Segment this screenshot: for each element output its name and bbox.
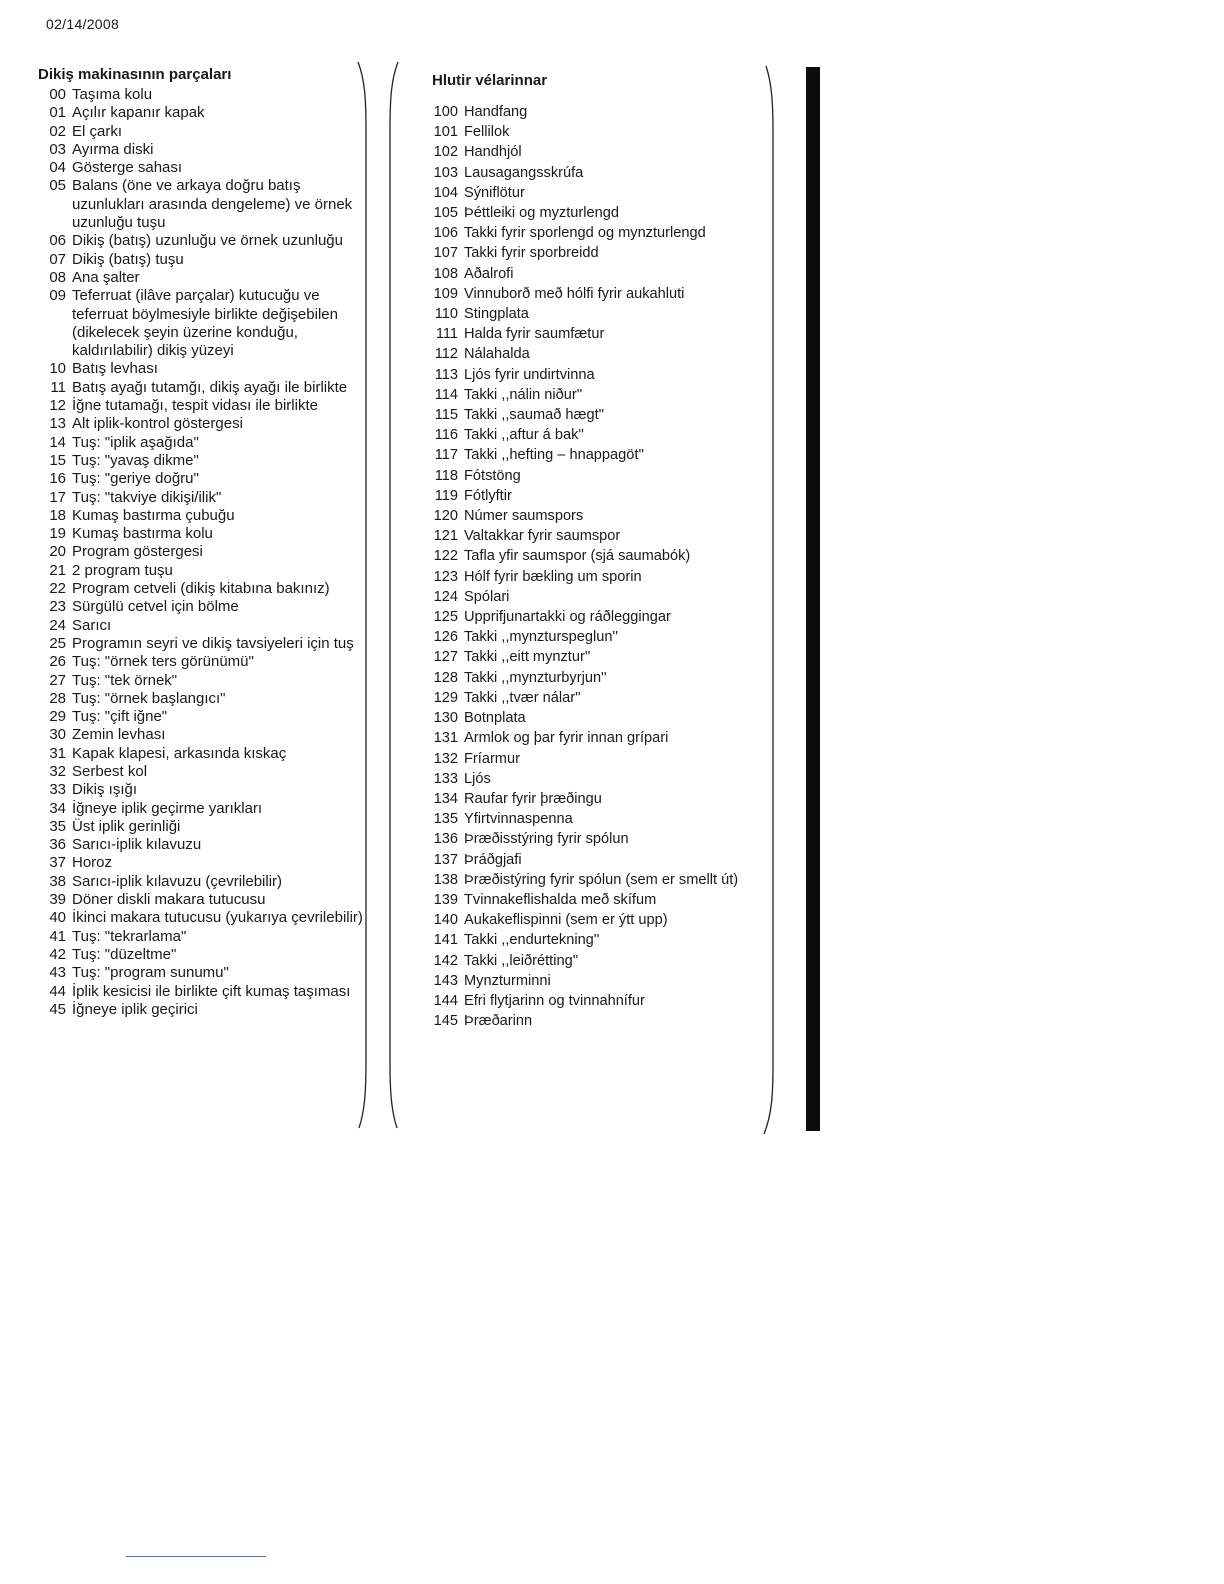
list-item	[38, 763, 368, 781]
list-item	[38, 543, 368, 561]
item-number: 144	[433, 992, 458, 1009]
right-column-border	[760, 64, 776, 1136]
item-label: Armlok og þar fyrir innan grípari	[464, 730, 669, 747]
item-label: Takki ,,nálin niður''	[464, 386, 583, 403]
list-item	[38, 1001, 368, 1019]
icelandic-heading: Hlutir vélarinnar	[432, 72, 548, 89]
list-item	[418, 870, 768, 890]
list-item	[38, 946, 368, 964]
item-number: 12	[49, 397, 66, 415]
item-label: Kumaş bastırma çubuğu	[72, 506, 235, 524]
item-label: Serbest kol	[72, 762, 148, 780]
item-label: Upprifjunartakki og ráðleggingar	[464, 609, 671, 626]
item-number: 116	[434, 427, 458, 444]
item-label: Taşıma kolu	[72, 86, 153, 103]
list-item	[38, 415, 368, 433]
list-item	[418, 951, 768, 971]
list-item	[38, 269, 368, 287]
item-number: 11	[50, 378, 66, 396]
item-label: Horoz	[72, 854, 113, 872]
item-number: 45	[49, 1000, 66, 1018]
list-item	[418, 486, 768, 506]
list-item	[38, 672, 368, 690]
item-number: 118	[434, 467, 458, 484]
item-label: Üst iplik gerinliği	[72, 817, 181, 835]
item-number: 110	[434, 306, 458, 323]
item-number: 132	[433, 750, 458, 767]
item-label: Þræðisstýring fyrir spólun	[464, 831, 629, 848]
item-label: Ayırma diski	[72, 140, 154, 158]
item-label: Takki ,,hefting – hnappagöt''	[464, 447, 645, 464]
turkish-heading: Dikiş makinasının parçaları	[38, 66, 232, 83]
item-number: 10	[49, 360, 66, 378]
item-label: Sarıcı-iplik kılavuzu	[72, 836, 202, 854]
item-number: 112	[434, 346, 458, 363]
item-label: Alt iplik-kontrol göstergesi	[72, 415, 243, 433]
item-number: 00	[49, 86, 66, 103]
list-item	[418, 102, 768, 122]
item-label: İkinci makara tutucusu (yukarıya çevrilebilir)	[72, 909, 363, 927]
item-label: Tvinnakeflishalda með skífum	[464, 891, 657, 908]
item-number: 19	[49, 525, 66, 543]
item-label: Fótstöng	[464, 467, 521, 484]
item-label: Programın seyri ve dikiş tavsiyeleri için tuş	[72, 634, 354, 652]
list-item	[38, 854, 368, 872]
item-number: 140	[433, 912, 458, 929]
item-number: 02	[49, 122, 66, 140]
list-item	[38, 781, 368, 799]
item-number: 124	[433, 588, 458, 605]
item-number: 126	[433, 629, 458, 646]
list-item	[38, 434, 368, 452]
list-item	[38, 507, 368, 525]
item-label: Batış levhası	[72, 360, 158, 378]
item-number: 08	[49, 268, 66, 286]
list-item	[418, 142, 768, 162]
list-item	[418, 930, 768, 950]
item-label: Teferruat (ilâve parçalar) kutucuğu ve teferruat böylmesiyle birlikte değişebilen (dikelecek şeyin üzerine konduğu, kaldırılabilir) dikiş yüzeyi	[72, 287, 338, 360]
item-label: Balans (öne ve arkaya doğru batış uzunlukları arasında dengeleme) ve örnek uzunluğu tuşu	[72, 177, 353, 232]
list-item	[38, 123, 368, 141]
item-label: Takki ,,mynzturbyrjun''	[464, 669, 607, 686]
item-number: 20	[49, 543, 66, 561]
list-item	[418, 829, 768, 849]
list-item	[418, 385, 768, 405]
item-label: Tuş: "geriye doğru"	[72, 470, 199, 488]
item-label: Takki ,,saumað hægt''	[464, 407, 605, 424]
list-item	[418, 1011, 768, 1031]
list-item	[418, 324, 768, 344]
item-label: İğne tutamağı, tespit vidası ile birlikte	[72, 397, 318, 415]
item-number: 114	[434, 386, 458, 403]
list-item	[38, 836, 368, 854]
item-number: 128	[433, 669, 458, 686]
item-label: Yfirtvinnaspenna	[464, 811, 573, 828]
item-number: 100	[433, 104, 458, 120]
item-label: Tuş: "örnek başlangıcı"	[72, 689, 226, 707]
item-label: Ljós	[464, 770, 491, 787]
list-item	[418, 809, 768, 829]
footnote-rule	[126, 1556, 266, 1557]
list-item	[38, 397, 368, 415]
item-number: 107	[433, 245, 458, 262]
list-item	[418, 688, 768, 708]
item-label: Dikiş (batış) uzunluğu ve örnek uzunluğu	[72, 232, 343, 250]
item-number: 06	[49, 232, 66, 250]
item-label: Takki fyrir sporbreidd	[464, 245, 599, 262]
item-label: Halda fyrir saumfætur	[464, 326, 605, 343]
list-item	[38, 818, 368, 836]
item-number: 38	[49, 872, 66, 890]
item-number: 125	[433, 609, 458, 626]
item-label: İğneye iplik geçirici	[72, 1000, 198, 1018]
item-label: Aðalrofi	[464, 265, 514, 282]
list-item	[38, 891, 368, 909]
item-label: Program cetveli (dikiş kitabına bakınız)	[72, 580, 330, 598]
item-number: 27	[49, 671, 66, 689]
item-label: Mynzturminni	[464, 972, 551, 989]
item-number: 44	[49, 982, 66, 1000]
item-number: 36	[49, 836, 66, 854]
list-item	[418, 203, 768, 223]
item-number: 41	[49, 927, 66, 945]
list-item	[38, 983, 368, 1001]
item-number: 121	[433, 528, 458, 545]
item-label: Tuş: "çift iğne"	[72, 708, 168, 726]
page-date: 02/14/2008	[46, 16, 120, 32]
list-item	[38, 708, 368, 726]
item-label: Takki ,,endurtekning''	[464, 932, 600, 949]
item-number: 105	[433, 205, 458, 222]
item-label: Tuş: "düzeltme"	[72, 945, 177, 963]
item-label: Vinnuborð með hólfi fyrir aukahluti	[464, 285, 685, 302]
item-label: Botnplata	[464, 710, 526, 727]
item-number: 139	[433, 891, 458, 908]
list-item	[418, 587, 768, 607]
item-number: 24	[49, 616, 66, 634]
item-label: Tuş: "örnek ters görünümü"	[72, 653, 254, 671]
list-item	[418, 466, 768, 486]
item-number: 103	[433, 164, 458, 181]
item-label: Tuş: "yavaş dikme"	[72, 451, 199, 469]
icelandic-parts-list	[418, 72, 768, 1031]
item-number: 142	[433, 952, 458, 969]
list-item	[38, 379, 368, 397]
list-item	[38, 86, 368, 104]
item-number: 22	[49, 580, 66, 598]
item-label: Takki ,,leiðrétting''	[464, 952, 579, 969]
item-number: 138	[433, 871, 458, 888]
item-label: Takki ,,mynzturspeglun''	[464, 629, 619, 646]
item-label: Sýniflötur	[464, 184, 525, 201]
item-number: 17	[49, 488, 66, 506]
item-label: Zemin levhası	[72, 726, 166, 744]
item-label: Spólari	[464, 588, 510, 605]
item-label: Açılır kapanır kapak	[72, 104, 205, 122]
item-label: Fríarmur	[464, 750, 520, 767]
item-number: 130	[433, 710, 458, 727]
list-item	[418, 122, 768, 142]
item-label: Ljós fyrir undirtvinna	[464, 366, 595, 383]
item-number: 32	[49, 762, 66, 780]
item-number: 31	[49, 744, 66, 762]
item-label: Númer saumspors	[464, 508, 584, 525]
item-label: Nálahalda	[464, 346, 530, 363]
item-number: 26	[49, 653, 66, 671]
list-item	[38, 159, 368, 177]
item-number: 18	[49, 506, 66, 524]
list-item	[418, 264, 768, 284]
list-item	[38, 873, 368, 891]
list-item	[38, 964, 368, 982]
item-label: Sarıcı	[72, 616, 112, 634]
item-number: 119	[434, 487, 458, 504]
list-item	[38, 177, 368, 232]
list-item	[38, 690, 368, 708]
item-number: 23	[49, 598, 66, 616]
list-item	[418, 769, 768, 789]
item-label: Gösterge sahası	[72, 159, 183, 177]
list-item	[38, 909, 368, 927]
item-label: Þræðistýring fyrir spólun (sem er smellt út)	[464, 871, 739, 888]
list-item	[418, 971, 768, 991]
item-number: 16	[49, 470, 66, 488]
item-number: 106	[433, 225, 458, 242]
item-number: 35	[49, 817, 66, 835]
item-label: Sarıcı-iplik kılavuzu (çevrilebilir)	[72, 872, 283, 890]
item-number: 108	[433, 265, 458, 282]
item-label: Tuş: "tekrarlama"	[72, 927, 187, 945]
item-number: 03	[49, 140, 66, 158]
item-number: 34	[49, 799, 66, 817]
item-label: Takki ,,aftur á bak''	[464, 427, 584, 444]
item-label: Takki ,,tvær nálar''	[464, 689, 581, 706]
item-label: Takki ,,eitt mynztur''	[464, 649, 591, 666]
item-number: 01	[49, 104, 66, 122]
item-number: 123	[433, 568, 458, 585]
item-number: 137	[433, 851, 458, 868]
list-item	[38, 617, 368, 635]
list-item	[38, 452, 368, 470]
item-label: Dikiş (batış) tuşu	[72, 250, 184, 268]
turkish-parts-list	[38, 66, 368, 1019]
item-label: Hólf fyrir bækling um sporin	[464, 568, 642, 585]
item-label: Kumaş bastırma kolu	[72, 525, 213, 543]
list-item	[418, 708, 768, 728]
item-number: 135	[433, 811, 458, 828]
item-label: Fótlyftir	[464, 487, 512, 504]
list-item	[38, 562, 368, 580]
item-number: 136	[433, 831, 458, 848]
item-number: 05	[49, 177, 66, 195]
item-number: 127	[433, 649, 458, 666]
item-number: 33	[49, 781, 66, 799]
item-label: İplik kesicisi ile birlikte çift kumaş taşıması	[72, 982, 351, 1000]
list-item	[418, 163, 768, 183]
icelandic-items	[418, 102, 768, 1031]
item-number: 143	[433, 972, 458, 989]
item-label: Takki fyrir sporlengd og mynzturlengd	[464, 225, 706, 242]
list-item	[38, 726, 368, 744]
item-number: 13	[49, 415, 66, 433]
item-number: 129	[433, 689, 458, 706]
item-label: Þéttleiki og myzturlengd	[464, 205, 619, 222]
item-number: 40	[49, 909, 66, 927]
item-number: 14	[49, 433, 66, 451]
list-item	[418, 284, 768, 304]
item-number: 29	[49, 708, 66, 726]
item-number: 120	[433, 508, 458, 525]
item-number: 15	[49, 451, 66, 469]
item-label: 2 program tuşu	[72, 561, 173, 579]
item-number: 07	[49, 250, 66, 268]
item-number: 104	[433, 184, 458, 201]
list-item	[418, 526, 768, 546]
list-item	[418, 445, 768, 465]
item-label: Döner diskli makara tutucusu	[72, 891, 266, 909]
item-number: 134	[433, 790, 458, 807]
item-label: Efri flytjarinn og tvinnahnífur	[464, 992, 645, 1009]
item-label: İğneye iplik geçirme yarıkları	[72, 799, 263, 817]
list-item	[38, 745, 368, 763]
item-number: 09	[49, 287, 66, 305]
list-item	[418, 344, 768, 364]
list-item	[418, 567, 768, 587]
item-label: Sürgülü cetvel için bölme	[72, 598, 239, 616]
item-label: Aukakeflispinni (sem er ýtt upp)	[464, 912, 668, 929]
list-item	[418, 850, 768, 870]
item-number: 43	[49, 964, 66, 982]
list-item	[38, 360, 368, 378]
item-number: 28	[49, 689, 66, 707]
item-number: 122	[433, 548, 458, 565]
item-number: 101	[433, 124, 458, 141]
item-label: Program göstergesi	[72, 543, 203, 561]
list-item	[38, 104, 368, 122]
item-label: Valtakkar fyrir saumspor	[464, 528, 621, 545]
margin-black-bar	[806, 67, 820, 1131]
list-item	[418, 668, 768, 688]
list-item	[418, 749, 768, 769]
list-item	[418, 405, 768, 425]
item-label: Handhjól	[464, 144, 522, 161]
turkish-items	[38, 86, 368, 1019]
item-label: El çarkı	[72, 122, 123, 140]
item-number: 111	[435, 326, 458, 343]
list-item	[418, 890, 768, 910]
item-label: Tuş: "program sunumu"	[72, 964, 229, 982]
list-item	[38, 653, 368, 671]
item-number: 131	[433, 730, 458, 747]
list-item	[418, 546, 768, 566]
item-number: 37	[49, 854, 66, 872]
list-item	[38, 580, 368, 598]
item-number: 102	[433, 144, 458, 161]
item-number: 42	[49, 945, 66, 963]
list-item	[38, 598, 368, 616]
list-item	[38, 251, 368, 269]
item-label: Tuş: "tek örnek"	[72, 671, 178, 689]
list-item	[418, 506, 768, 526]
list-item	[418, 627, 768, 647]
list-item	[418, 607, 768, 627]
list-item	[38, 635, 368, 653]
list-item	[418, 425, 768, 445]
item-number: 141	[433, 932, 458, 949]
item-number: 113	[434, 366, 458, 383]
list-item	[418, 243, 768, 263]
list-item	[418, 365, 768, 385]
list-item	[38, 141, 368, 159]
item-label: Fellilok	[464, 124, 510, 141]
list-item	[418, 910, 768, 930]
item-label: Tuş: "takviye dikişi/ilik"	[72, 488, 222, 506]
item-number: 109	[433, 285, 458, 302]
item-number: 39	[49, 891, 66, 909]
item-number: 25	[49, 634, 66, 652]
list-item	[418, 728, 768, 748]
list-item	[38, 489, 368, 507]
item-number: 117	[434, 447, 458, 464]
list-item	[418, 789, 768, 809]
list-item	[38, 470, 368, 488]
item-number: 30	[49, 726, 66, 744]
item-number: 04	[49, 159, 66, 177]
item-number: 133	[433, 770, 458, 787]
list-item	[418, 647, 768, 667]
item-label: Þráðgjafi	[464, 851, 522, 868]
item-label: Handfang	[464, 104, 528, 120]
left-brace-right	[356, 60, 370, 1130]
item-label: Þræðarinn	[464, 1013, 533, 1030]
item-label: Lausagangsskrúfa	[464, 164, 584, 181]
item-label: Tuş: "iplik aşağıda"	[72, 433, 199, 451]
item-label: Tafla yfir saumspor (sjá saumabók)	[464, 548, 691, 565]
list-item	[418, 183, 768, 203]
item-label: Ana şalter	[72, 268, 140, 286]
list-item	[38, 287, 368, 360]
list-item	[38, 232, 368, 250]
item-label: Stingplata	[464, 306, 529, 323]
item-label: Raufar fyrir þræðingu	[464, 790, 602, 807]
item-label: Kapak klapesi, arkasında kıskaç	[72, 744, 287, 762]
list-item	[418, 304, 768, 324]
item-number: 115	[434, 407, 458, 424]
item-number: 21	[49, 561, 66, 579]
right-brace-left	[386, 60, 400, 1130]
item-number: 145	[433, 1013, 458, 1030]
list-item	[38, 525, 368, 543]
list-item	[38, 928, 368, 946]
list-item	[418, 991, 768, 1011]
item-label: Batış ayağı tutamğı, dikiş ayağı ile birlikte	[72, 378, 348, 396]
list-item	[418, 223, 768, 243]
list-item	[38, 800, 368, 818]
item-label: Dikiş ışığı	[72, 781, 138, 799]
